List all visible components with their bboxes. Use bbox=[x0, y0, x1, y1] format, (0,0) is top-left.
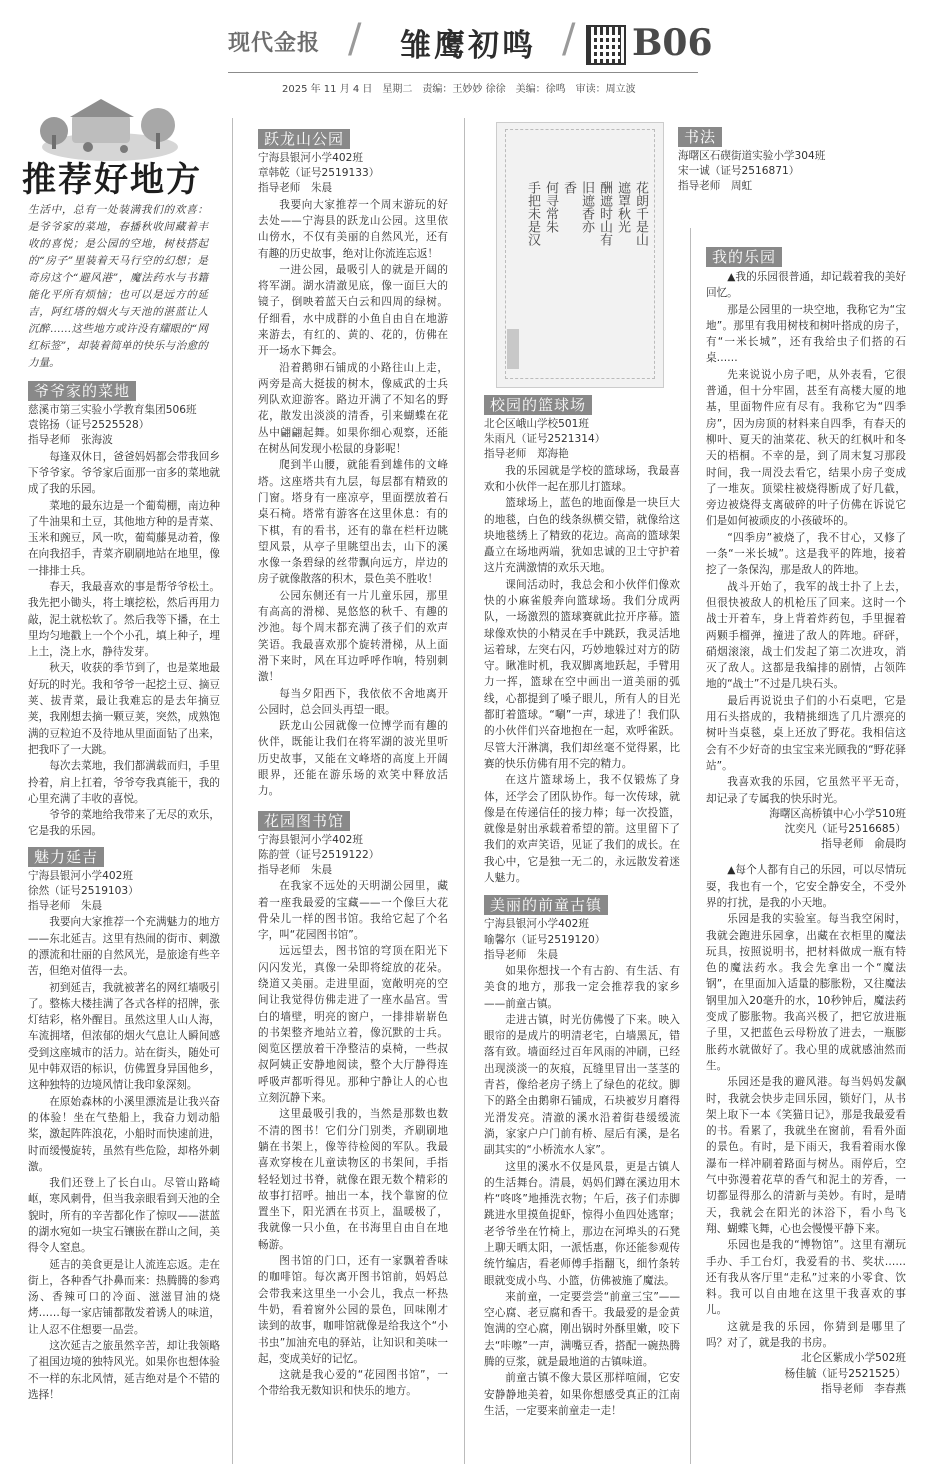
paragraph: 爷爷的菜地给我带来了无尽的欢乐，它是我的乐园。 bbox=[28, 809, 220, 838]
paragraph: 跃龙山公园就像一位博学而有趣的伙伴，既能让我们在将军湖的波光里听历史故事，又能在文峰塔的高度上开阔眼界，还能在游乐场的欢笑中释放活力。 bbox=[258, 720, 448, 798]
calligraphy-column: 遮罩秋光 bbox=[615, 181, 630, 233]
author-school: 宁海县银河小学402班 bbox=[258, 152, 363, 164]
paragraph: 每逢双休日，爸爸妈妈都会带我回乡下爷爷家。爷爷家后面那一亩多的菜地就成了我的乐园。 bbox=[28, 450, 220, 496]
page-header bbox=[0, 0, 934, 100]
teacher-name: 指导老师 俞晨昀 bbox=[821, 838, 906, 851]
divider-slash: / bbox=[562, 16, 576, 62]
article-meta bbox=[258, 833, 448, 879]
paragraph: 春天，我最喜欢的事是帮爷爷松土。我先把小锄头，将土壤挖松，然后再用力敲，泥土就松软了。然后我等下播，在土里均匀地戳上一个个小孔，填上种子，埋上土，浇上水，静待发芽。 bbox=[28, 580, 220, 659]
calligraphy-artwork bbox=[496, 122, 664, 388]
teacher-name: 指导老师 李春燕 bbox=[821, 1382, 906, 1395]
column-title: 雏鹰初鸣 bbox=[400, 28, 536, 64]
author-name: 陈韵萱（证号2519122） bbox=[258, 848, 380, 861]
paragraph: 在这片篮球场上，我不仅锻炼了身体，还学会了团队协作。每一次传球，就像是在传递信任的接力棒；每一次投篮，就像是射出承载着希望的箭。这里留下了我们的欢声笑语，见证了我们的成长。在我心中，它是独一无二的，永远散发着迷人魅力。 bbox=[484, 774, 680, 885]
calligraphy-characters bbox=[523, 181, 655, 301]
paragraph: 在原始森林的小溪里漂流是让我兴奋的体验！坐在气垫船上，我奋力划动船桨，激起阵阵浪花，小船时而快速前进，时而缓慢旋转，虽然有些危险，却格外刺激。 bbox=[28, 1095, 220, 1173]
author-school: 宁海县银河小学402班 bbox=[258, 833, 363, 846]
paragraph: 来前童，一定要尝尝“前童三宝”——空心腐、老豆腐和香干。我最爱的是金黄饱满的空心腐，刚出锅时外酥里嫩，咬下去“咔嚓”一声，满嘴豆香，搭配一碗热腾腾的豆浆，就是最地道的古镇味道。 bbox=[484, 1290, 680, 1369]
paragraph: 这次延吉之旅虽然辛苦，却让我领略了祖国边境的独特风光。如果你也想体验不一样的东北风情，延吉绝对是个不错的选择！ bbox=[28, 1340, 220, 1401]
teacher-name: 指导老师 周虹 bbox=[678, 180, 753, 193]
paragraph: 这就是我心爱的“花园图书馆”，一个带给我无数知识和快乐的地方。 bbox=[258, 1369, 448, 1398]
article-title: 魅力延吉 bbox=[28, 847, 104, 867]
author-school: 海曙区石碶街道实验小学304班 bbox=[678, 150, 826, 162]
teacher-name: 指导老师 朱晨 bbox=[258, 864, 333, 876]
column-rule bbox=[464, 118, 465, 1464]
qr-code-icon bbox=[586, 25, 626, 65]
paragraph: 如果你想找一个有古韵、有生活、有美食的地方，那我一定会推荐我的家乡——前童古镇。 bbox=[484, 964, 680, 1010]
article-meta bbox=[678, 149, 898, 195]
column-4 bbox=[706, 244, 906, 1397]
divider-slash: / bbox=[348, 16, 362, 62]
author-school: 北仑区紫成小学502班 bbox=[801, 1352, 906, 1365]
author-name: 章韩乾（证号2519133） bbox=[258, 167, 380, 180]
article-meta bbox=[484, 917, 680, 963]
paragraph: 沿着鹅卵石铺成的小路往山上走，两旁是高大挺拔的树木，像威武的士兵列队欢迎游客。路边开满了不知名的野花，散发出淡淡的清香，引来蝴蝶在花丛中翩翩起舞。如果你细心观察，还能在树丛间发现小松鼠的身影呢！ bbox=[258, 361, 448, 456]
column-1 bbox=[28, 378, 220, 1403]
paragraph: ▲我的乐园很普通，却记载着我的美好回忆。 bbox=[706, 271, 906, 300]
author-signature bbox=[706, 1351, 906, 1397]
paragraph: 这里的溪水不仅是风景，更是古镇人的生活舞台。清晨，妈妈们蹲在溪边用木杵“咚咚”地捶洗衣物；午后，孩子们赤脚跳进水里摸鱼捉虾，惊得小鱼四处逃窜；老爷爷坐在竹椅上，那边在河埠头的石凳上聊天晒太阳，一派恬惠，你还能参观传统竹编店，看老师傅手指翻飞，细竹条转眼就变成小鸟、小篮，仿佛被施了魔法。 bbox=[484, 1160, 680, 1287]
dateline: 2025 年 11 月 4 日 星期二 责编：王妙妙 徐徐 美编：徐鸣 审读：周立波 bbox=[282, 84, 636, 95]
paragraph: 先来说说小房子吧，从外表看，它很普通，但十分牢固，甚至有高楼大厦的地基，里面物件应有尽有。我称它为“四季房”，因为房顶的材料来自四季，有春天的柳叶、夏天的油菜花、秋天的红枫叶和冬天的梧桐。不幸的是，到了周末复习那段时间，我一周没去看它，结果小房子变成了一堆灰。顶梁柱被烧得断成了好几截，旁边被烧得支离破碎的叶子仿佛在诉说它们是如何被顽皮的小孩破坏的。 bbox=[706, 368, 906, 528]
paragraph: 这就是我的乐园，你猜到是哪里了吗？对了，就是我的书房。 bbox=[706, 1320, 906, 1350]
header-rule bbox=[228, 72, 698, 73]
article-meta bbox=[484, 417, 680, 463]
paragraph: 课间活动时，我总会和小伙伴们像欢快的小麻雀般奔向篮球场。我们分成两队，一场激烈的篮球赛就此拉开序幕。篮球像欢快的小精灵在手中跳跃，我灵活地运着球，左突右闪，巧妙地躲过对方的防守。瞅准时机，我双脚离地跃起，手臂用力一挥，篮球在空中画出一道美丽的弧线，心都提到了嗓子眼儿，所有人的目光都盯着篮球。“唰”一声，球进了！我们队的小伙伴们兴奋地抱在一起，欢呼雀跃。尽管大汗淋漓，我们却丝毫不觉得累，比赛的快乐仿佛有用不完的精力。 bbox=[484, 578, 680, 770]
author-school: 海曙区高桥镇中心小学510班 bbox=[769, 807, 906, 820]
author-name: 袁铭扬（证号2525528） bbox=[28, 419, 150, 432]
paragraph: 一进公园，最吸引人的就是开阔的将军湖。湖水清澈见底，像一面巨大的镜子，倒映着蓝天白云和四周的绿树。仔细看，水中成群的小鱼自由自在地游来游去，有红的、黄的、花的，仿佛在开一场水下舞会。 bbox=[258, 263, 448, 358]
column-2 bbox=[258, 126, 448, 1400]
article-meta bbox=[28, 403, 220, 449]
article-title: 跃龙山公园 bbox=[258, 129, 350, 149]
author-name: 杨佳毓（证号2521525） bbox=[784, 1367, 906, 1380]
column-rule bbox=[232, 118, 233, 1464]
paragraph: 每次去菜地，我们都满载而归，手里拎着，肩上扛着，爷爷夸我真能干，我的心里充满了丰收的喜悦。 bbox=[28, 760, 220, 805]
paragraph: 篮球场上，蓝色的地面像是一块巨大的地毯，白色的线条纵横交错，就像给这块地毯绣上了精致的花边。高高的篮球架矗立在场地两端，犹如忠诚的卫士守护着这片充满激情的欢乐天地。 bbox=[484, 497, 680, 575]
paragraph: 每当夕阳西下，我依依不舍地离开公园时，总会回头再望一眼。 bbox=[258, 687, 448, 716]
author-name: 徐然（证号2519103） bbox=[28, 884, 139, 897]
paragraph: 乐园是我的实验室。每当我空闲时，我就会跑进乐园拿，出藏在衣柜里的魔法玩具，按照说明书，把材料做成一瓶有特色的魔法药水。我会先拿出一个“魔法钢”，在里面加入适量的膨胀粉，又往魔法钢里加入20毫升的水，10秒钟后，魔法药变成了膨胀物。我高兴极了，把它放进瓶子里，又把蓝色云母粉放了进去，一瓶膨胀药水就做好了。我心里的成就感油然而生。 bbox=[706, 913, 906, 1072]
teacher-name: 指导老师 朱晨 bbox=[28, 900, 103, 913]
calligraphy-caption bbox=[678, 124, 898, 195]
paragraph: 远远望去，图书馆的穹顶在阳光下闪闪发光，真像一朵即将绽放的花朵。绕道又美丽。走进里面，宽敞明亮的空间让我觉得仿佛走进了一座水晶宫。雪白的墙壁，明亮的窗户，一排排崭崭色的书架整齐地站立着，像沉默的士兵。阅览区摆放着干净整洁的桌椅，一些叔叔阿姨正安静地阅读，整个大厅静得连呼吸声都听得见。那种宁静让人的心也立刻沉静下来。 bbox=[258, 945, 448, 1105]
paragraph: 菜地的最东边是一个葡萄棚，南边种了牛油果和土豆，其他地方种的是青菜、玉米和豌豆，风一吹，葡萄藤晃动着，像在向我招手，青菜齐刷刷地站在地里，像一排排士兵。 bbox=[28, 499, 220, 577]
paragraph: 战斗开始了，我军的战士扑了上去，但很快被敌人的机枪压了回来。这时一个战士开着车，身上背着炸药包，手里握着两颗手榴弹，撞进了敌人的阵地。砰砰，硝烟滚滚，战士们发起了第二次进攻，消灭了敌人。这都是我编排的剧情，占领阵地的“战士”不过是几块石头。 bbox=[706, 580, 906, 691]
paragraph: 爬到半山腰，就能看到雄伟的文峰塔。这座塔共有九层，每层都有精致的门窗。塔身有一座凉亭，里面摆放着石桌石椅。塔常有游客在这里休息：有的下棋，有的看书，还有的靠在栏杆边眺望风景，从亭子里眺望出去，山下的溪水像一条碧绿的丝带飘向远方，岸边的房子就像散落的积木，景色美不胜收！ bbox=[258, 459, 448, 586]
calligraphy-column: 香 bbox=[561, 181, 576, 194]
calligraphy-column: 何寻常朱 bbox=[543, 181, 558, 233]
article-title: 校园的篮球场 bbox=[484, 395, 592, 415]
column-3 bbox=[484, 392, 680, 1419]
paragraph: “四季房”被烧了，我不甘心，又修了一条“一米长城”。这是我平的阵地，接着挖了一条保沟，那是敌人的阵地。 bbox=[706, 531, 906, 577]
paragraph: 那是公园里的一块空地，我称它为“宝地”。那里有我用树枝和树叶搭成的房子，有“一米长城”，还有我给虫子们搭的石桌…… bbox=[706, 303, 906, 365]
article-meta bbox=[258, 151, 448, 197]
seal-stamp bbox=[507, 329, 519, 369]
paragraph: 图书馆的门口，还有一家飘着香味的咖啡馆。每次离开图书馆前，妈妈总会带我来这里坐一小会儿，我点一杯热牛奶，看着窗外公园的景色，回味刚才读到的故事，咖啡馆就像是给我这个“小书虫”加油充电的驿站，让知识和美味一起，变成美好的记忆。 bbox=[258, 1255, 448, 1365]
paragraph: 初到延吉，我就被著名的网红墙吸引了。整栋大楼挂满了各式各样的招牌，张灯结彩，格外醒目。虽然这里人山人海，车流拥堵，但浓郁的烟火气息让人瞬间感受到这座城市的活力。站在街头，随处可见中韩双语的标识，仿佛置身异国他乡，这种独特的边境风情让我印象深刻。 bbox=[28, 981, 220, 1092]
banner-intro: 生活中，总有一处装满我们的欢喜：是爷爷家的菜地，春播秋收间藏着丰收的喜悦；是公园的空地，树枝搭起的“房子”里装着天马行空的幻想；是奇房这个“避风港”，魔法药水与书籍能化平所有烦恼；也可以是远方的延吉，阿红塔的烟火与天池的湛蓝让人沉醉……这些地方或许没有耀眼的“网红标签”，却装着简单的快乐与治愈的力量。 bbox=[28, 204, 208, 369]
author-school: 宁海县银河小学402班 bbox=[28, 869, 133, 882]
author-school: 宁海县银河小学402班 bbox=[484, 918, 589, 931]
author-signature bbox=[706, 807, 906, 853]
paragraph: 这里最吸引我的，当然是那数也数不清的图书！它们分门别类，齐刷刷地躺在书架上，像等待检阅的军队。我最喜欢穿梭在儿童读物区的书架间，手指轻轻划过书脊，就像在跟无数个精彩的故事打招呼。抽出一本，找个靠窗的位置坐下，阳光洒在书页上，温暖极了，我就像一只小鱼，在书海里自由自在地畅游。 bbox=[258, 1108, 448, 1251]
paragraph: 秋天，收获的季节到了，也是菜地最好玩的时光。我和爷爷一起挖土豆、摘豆荚、拔青菜，最让我难忘的是去年摘豆荚，我刚想去摘一颗豆荚，突然，成熟饱满的豆粒迫不及待地从里面面钻了出来，把我吓了一大跳。 bbox=[28, 662, 220, 756]
article-meta bbox=[28, 869, 220, 915]
paragraph: ▲每个人都有自己的乐园，可以尽情玩耍，我也有一个，它安全静安全，不受外界的打扰，是我的小天地。 bbox=[706, 864, 906, 909]
teacher-name: 指导老师 张海波 bbox=[28, 434, 113, 447]
paragraph: 最后再说说虫子们的小石桌吧，它是用石头搭成的，我精挑细选了几片漂亮的树叶当桌毯，桌上还放了野花。我相信这会有不少好奇的虫宝宝来光顾我的“野花驿站”。 bbox=[706, 694, 906, 772]
paragraph: 我喜欢我的乐园，它虽然平平无奇，却记录了专属我的快乐时光。 bbox=[706, 776, 906, 805]
calligraphy-column: 花朗千是山 bbox=[633, 181, 648, 246]
paragraph: 我们还登上了长白山。尽管山路崎岖，寒风刺骨，但当我亲眼看到天池的全貌时，所有的辛苦都化作了惊叹——湛蓝的湖水宛如一块宝石镶嵌在群山之间，美得令人窒息。 bbox=[28, 1177, 220, 1255]
column-rule bbox=[690, 228, 691, 1464]
author-school: 慈溪市第三实验小学教育集团506班 bbox=[28, 404, 197, 416]
teacher-name: 指导老师 郑海艳 bbox=[484, 448, 569, 461]
paragraph: 乐园也是我的“博物馆”。这里有潮玩手办、手工台灯，我爱看的书、奖状……还有我从客厅里“走私”过来的小零食、饮料。我可以自由地在这里干我喜欢的事儿。 bbox=[706, 1239, 906, 1317]
calligraphy-column: 旧遮香亦 bbox=[579, 181, 594, 233]
paragraph: 乐园还是我的避风港。每当妈妈发飙时，我就会快步走回乐园，锁好门，从书架上取下一本《笑猫日记》，那是我最爱看的书。看累了，我就坐在窗前，看看外面的景色。有时，是下雨天，我看着雨水像瀑布一样冲刷着路面与树丛。雨停后，空气中弥漫着花草的香气和泥土的芳香，一切都显得那么的清新与美妙。有时，是晴天，我就会在阳光的沐浴下，看小鸟飞翔、蝴蝶飞舞，心也会慢慢平静下来。 bbox=[706, 1076, 906, 1235]
teacher-name: 指导老师 朱晨 bbox=[484, 948, 559, 961]
author-name: 沈奕凡（证号2516685） bbox=[784, 823, 906, 835]
calligraphy-column: 酬遮时山有 bbox=[597, 181, 612, 246]
paragraph: 公园东侧还有一片儿童乐园，那里有高高的滑梯、晃悠悠的秋千、有趣的沙池。每个周末都充满了孩子们的欢声笑语。我最喜欢那个旋转滑梯，从上面滑下来时，风在耳边呼呼作响，特别刺激！ bbox=[258, 589, 448, 684]
article-title: 花园图书馆 bbox=[258, 811, 350, 831]
author-name: 朱雨凡（证号2521314） bbox=[484, 433, 606, 446]
article-title: 书法 bbox=[678, 127, 722, 147]
paragraph: 前童古镇不像大景区那样喧闹，它安安静静地美着，如果你想感受真正的江南生活，一定要来前童走一走！ bbox=[484, 1372, 680, 1417]
paragraph: 在我家不远处的天明湖公园里，藏着一座我最爱的宝藏——一个像巨大花骨朵儿一样的图书馆。我给它起了个名字，叫“花园图书馆”。 bbox=[258, 880, 448, 942]
author-school: 北仑区峨山学校501班 bbox=[484, 418, 589, 430]
page-number: B06 bbox=[632, 22, 713, 64]
article-title: 我的乐园 bbox=[706, 247, 782, 267]
newspaper-name: 现代金报 bbox=[228, 31, 321, 56]
paragraph: 我要向大家推荐一个充满魅力的地方——东北延吉。这里有热闹的街市、刺激的漂流和壮丽的自然风光，是旅途有些辛苦，但绝对值得一去。 bbox=[28, 916, 220, 978]
article-title: 美丽的前童古镇 bbox=[484, 895, 608, 915]
banner-title: 推荐好地方 bbox=[22, 160, 202, 200]
paragraph: 走进古镇，时光仿佛慢了下来。映入眼帘的是成片的明清老宅，白墙黑瓦，错落有致。墙面经过百年风雨的冲刷，已经出现淡淡一的灰痕，瓦缝里冒出一茎茎的青苔，像给老房子绣上了绿色的花纹。脚下的路全由鹅卵石铺成，石块被岁月磨得光滑发亮。清澈的溪水沿着街巷缓缓流淌，家家户户门前有桥、屋后有溪，是名副其实的“小桥流水人家”。 bbox=[484, 1013, 680, 1157]
article-title: 爷爷家的菜地 bbox=[28, 381, 136, 401]
author-name: 喻馨尔（证号2519120） bbox=[484, 933, 606, 946]
author-name: 宋一诚（证号2516871） bbox=[678, 165, 800, 178]
paragraph: 延吉的美食更是让人流连忘返。走在街上，各种香气扑鼻而来：热腾腾的参鸡汤、香辣可口的冷面、滋滋冒油的烧烤……每一家店铺都散发着诱人的味道，让人忍不住想要一品尝。 bbox=[28, 1258, 220, 1336]
teacher-name: 指导老师 朱晨 bbox=[258, 182, 333, 195]
calligraphy-column: 手把未是汉 bbox=[525, 181, 540, 246]
paragraph: 我要向大家推荐一个周末游玩的好去处——宁海县的跃龙山公园。这里依山傍水，不仅有美丽的自然风光，还有有趣的历史故事，绝对让你流连忘返！ bbox=[258, 198, 448, 260]
paragraph: 我的乐园就是学校的篮球场，我最喜欢和小伙伴一起在那儿打篮球。 bbox=[484, 464, 680, 493]
